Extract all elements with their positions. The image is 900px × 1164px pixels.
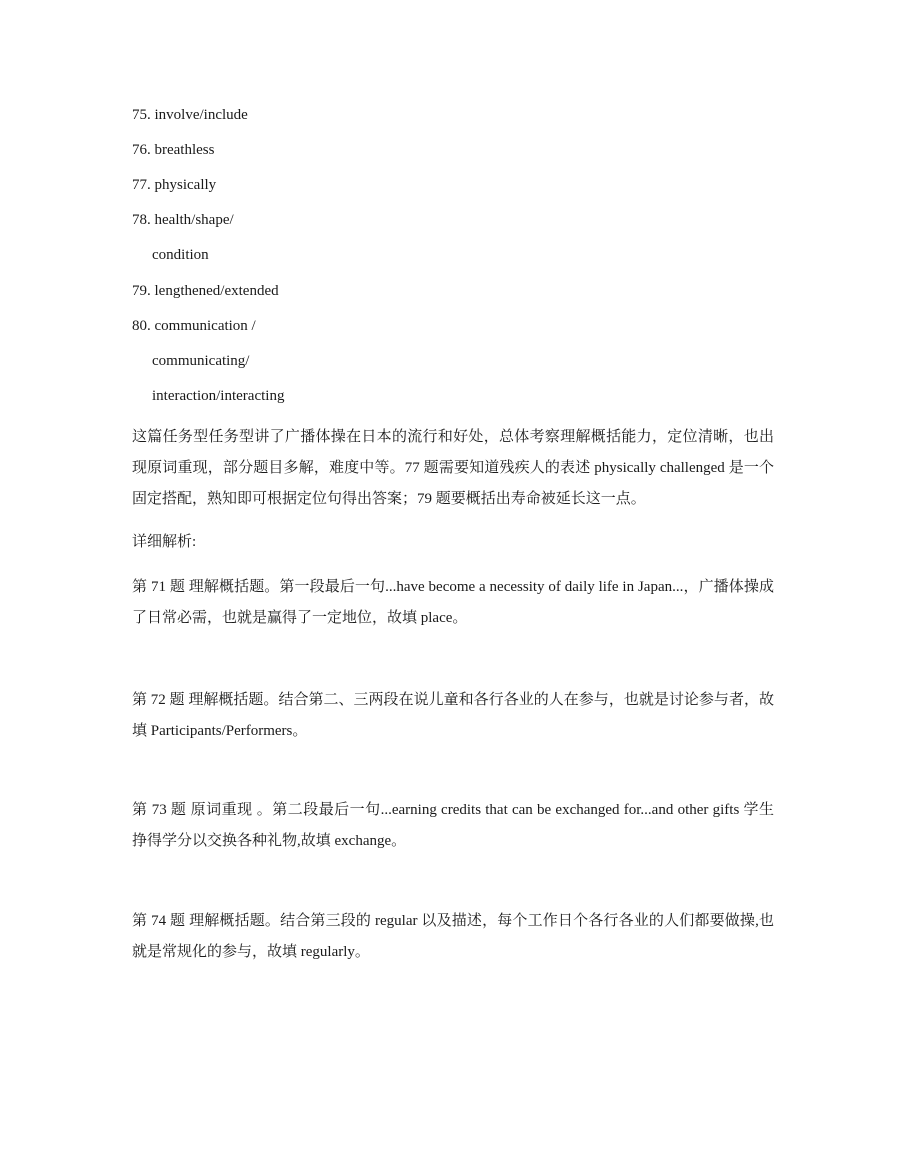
answer-75 [132,105,248,125]
explanation-74: 第 74 题 理解概括题。结合第三段的 regular 以及描述，每个工作日个各行各业的人们都要做操,也就是常规化的参与，故填 regularly。 [132,913,774,960]
answer-number: 75. [132,107,151,123]
detail-heading: 详细解析: [132,534,197,550]
answer-80-continued-2 [152,386,284,406]
answer-number: 80. [132,318,151,334]
answer-text: communication / [154,318,256,334]
answer-77 [132,175,216,195]
answer-text: lengthened/extended [154,283,279,299]
answer-80 [132,316,256,336]
answer-text: communicating/ [152,353,250,369]
answer-number: 77. [132,177,151,193]
explanation-71: 第 71 题 理解概括题。第一段最后一句...have become a necessity of daily life in Japan...，广播体操成了日常必需，也就是赢得了一定地位，故填 place。 [132,579,774,626]
answer-number: 78. [132,212,151,228]
explanation-73: 第 73 题 原词重现 。第二段最后一句...earning credits that can be exchanged for...and other gifts 学生挣得学分以交换各种礼物,故填 exchange。 [132,802,774,849]
summary-paragraph: 这篇任务型任务型讲了广播体操在日本的流行和好处，总体考察理解概括能力，定位清晰，也出现原词重现，部分题目多解，难度中等。77 题需要知道残疾人的表述 physically challenged 是一个固定搭配，熟知即可根据定位句得出答案；79 题要概括出寿命被延长这一点。 [132,429,774,507]
explanation-72: 第 72 题 理解概括题。结合第二、三两段在说儿童和各行各业的人在参与，也就是讨论参与者，故填 Participants/Performers。 [132,692,774,739]
answer-text: involve/include [154,107,248,123]
answer-80-continued-1 [152,351,249,371]
answer-number: 76. [132,142,151,158]
answer-number: 79. [132,283,151,299]
answer-78 [132,210,234,230]
answer-text: condition [152,247,209,263]
answer-78-continued [152,245,209,265]
answer-text: health/shape/ [154,212,234,228]
answer-79 [132,281,279,301]
answer-text: physically [154,177,217,193]
answer-text: interaction/interacting [152,388,285,404]
answer-text: breathless [154,142,215,158]
answer-76 [132,140,214,160]
